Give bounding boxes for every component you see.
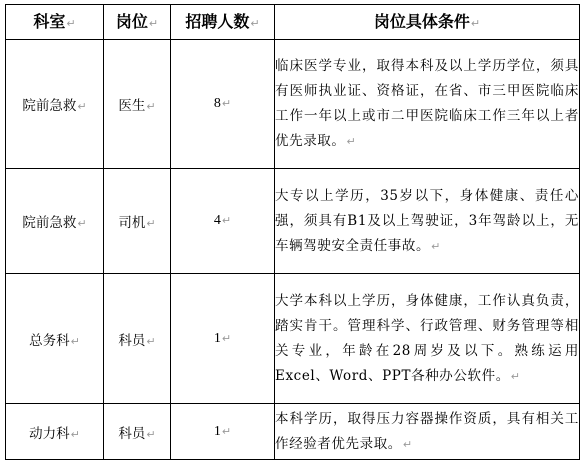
paragraph-mark-icon: ↵ xyxy=(431,239,441,253)
cell-count: 8↵ xyxy=(171,40,275,169)
cell-department: 总务科↵ xyxy=(6,274,104,404)
header-department: 科室↵ xyxy=(6,5,104,40)
paragraph-mark-icon: ↵ xyxy=(221,424,232,438)
paragraph-mark-icon: ↵ xyxy=(221,97,232,110)
paragraph-mark-icon: ↵ xyxy=(146,427,156,441)
cell-position: 医生↵ xyxy=(104,40,171,169)
paragraph-mark-icon: ↵ xyxy=(470,17,481,30)
cell-requirements: 本科学历，取得压力容器操作资质，具有相关工作经验者优先录取。↵ xyxy=(275,404,580,460)
cell-position: 司机↵ xyxy=(104,169,171,274)
header-position: 岗位↵ xyxy=(104,5,171,40)
paragraph-mark-icon: ↵ xyxy=(77,217,87,230)
paragraph-mark-icon: ↵ xyxy=(221,214,232,227)
cell-count: 4↵ xyxy=(171,169,275,274)
table-row xyxy=(6,404,580,460)
cell-position: 科员↵ xyxy=(104,404,171,460)
paragraph-mark-icon: ↵ xyxy=(146,100,156,113)
paragraph-mark-icon: ↵ xyxy=(510,369,521,383)
header-requirements: 岗位具体条件↵ xyxy=(275,5,580,40)
cell-department: 动力科↵ xyxy=(6,404,104,460)
cell-requirements: 大专以上学历，35岁以下，身体健康、责任心强，须具有B1及以上驾驶证，3年驾龄以上，无车辆驾驶安全责任事故。↵ xyxy=(275,169,580,274)
paragraph-mark-icon: ↵ xyxy=(66,17,76,30)
table-header-row xyxy=(6,5,580,40)
paragraph-mark-icon: ↵ xyxy=(146,334,156,348)
paragraph-mark-icon: ↵ xyxy=(346,135,357,148)
cell-department: 院前急救↵ xyxy=(6,40,104,169)
paragraph-mark-icon: ↵ xyxy=(148,17,159,30)
paragraph-mark-icon: ↵ xyxy=(146,217,156,230)
cell-department: 院前急救↵ xyxy=(6,169,104,274)
recruitment-table xyxy=(5,4,580,460)
paragraph-mark-icon: ↵ xyxy=(70,427,80,441)
cell-position: 科员↵ xyxy=(104,274,171,404)
paragraph-mark-icon: ↵ xyxy=(77,100,87,113)
cell-requirements: 临床医学专业，取得本科及以上学历学位，须具有医师执业证、资格证，在省、市三甲医院临床工作一年以上或市二甲医院临床工作三年以上者优先录取。↵ xyxy=(275,40,580,169)
cell-count: 1↵ xyxy=(171,274,275,404)
cell-count: 1↵ xyxy=(171,404,275,460)
paragraph-mark-icon: ↵ xyxy=(402,437,413,451)
table-row xyxy=(6,40,580,169)
table-row xyxy=(6,169,580,274)
cell-requirements: 大学本科以上学历，身体健康，工作认真负责，踏实肯干。管理科学、行政管理、财务管理等相关专业，年龄在28周岁及以下。熟练运用Excel、Word、PPT各种办公软件。↵ xyxy=(275,274,580,404)
paragraph-mark-icon: ↵ xyxy=(221,331,232,345)
paragraph-mark-icon: ↵ xyxy=(250,17,260,30)
header-count: 招聘人数↵ xyxy=(171,5,275,40)
table-row xyxy=(6,274,580,404)
paragraph-mark-icon: ↵ xyxy=(70,334,80,348)
